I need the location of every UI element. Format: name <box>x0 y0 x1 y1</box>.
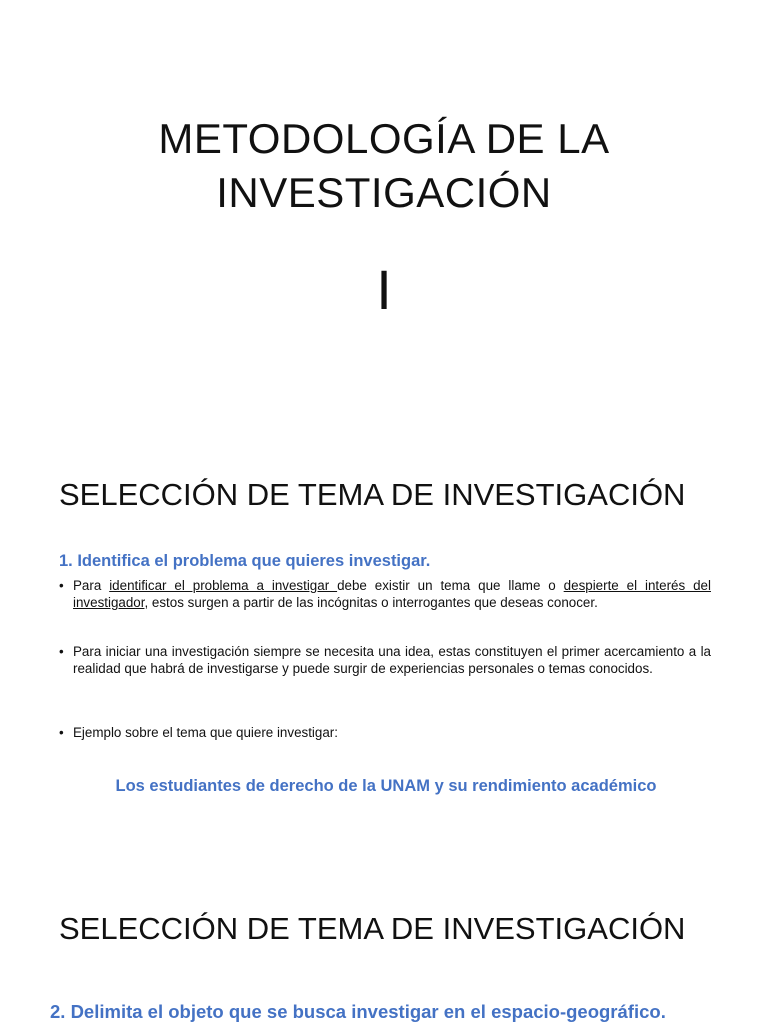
bullet-icon: • <box>59 725 64 740</box>
section-heading: SELECCIÓN DE TEMA DE INVESTIGACIÓN <box>59 911 686 946</box>
step-heading: 1. Identifica el problema que quieres investigar. <box>59 552 431 570</box>
bullet-text: Para iniciar una investigación siempre se necesita una idea, estas constituyen el primer acercamiento a la realidad que habrá de investigarse y puede surgir de experiencias personales o temas conocidos. <box>73 644 711 676</box>
bullet-icon: • <box>59 644 64 659</box>
title-line-1: METODOLOGÍA DE LA <box>158 115 610 162</box>
step-heading: 2. Delimita el objeto que se busca investigar en el espacio-geográfico. <box>50 1001 666 1022</box>
volume-numeral: I <box>376 258 392 321</box>
list-item <box>59 578 711 611</box>
document-title <box>0 112 768 220</box>
section-heading: SELECCIÓN DE TEMA DE INVESTIGACIÓN <box>59 477 686 512</box>
bullet-text: debe existir un tema que llame o <box>337 578 564 593</box>
content-slide-1 <box>0 440 768 860</box>
title-line-2: INVESTIGACIÓN <box>216 169 552 216</box>
list-item <box>59 725 711 742</box>
list-item <box>59 644 711 677</box>
bullet-icon: • <box>59 578 64 593</box>
bullet-text: Ejemplo sobre el tema que quiere investigar: <box>73 725 338 740</box>
underlined-phrase: identificar el problema a investigar <box>109 578 338 593</box>
example-topic: Los estudiantes de derecho de la UNAM y su rendimiento académico <box>115 777 657 795</box>
bullet-text: Para <box>73 578 110 593</box>
title-slide <box>0 0 768 440</box>
underlined-phrase: despierte el interés del investigador <box>73 578 711 610</box>
content-slide-2 <box>0 860 768 1024</box>
bullet-text: , estos surgen a partir de las incógnitas o interrogantes que deseas conocer. <box>144 594 598 610</box>
